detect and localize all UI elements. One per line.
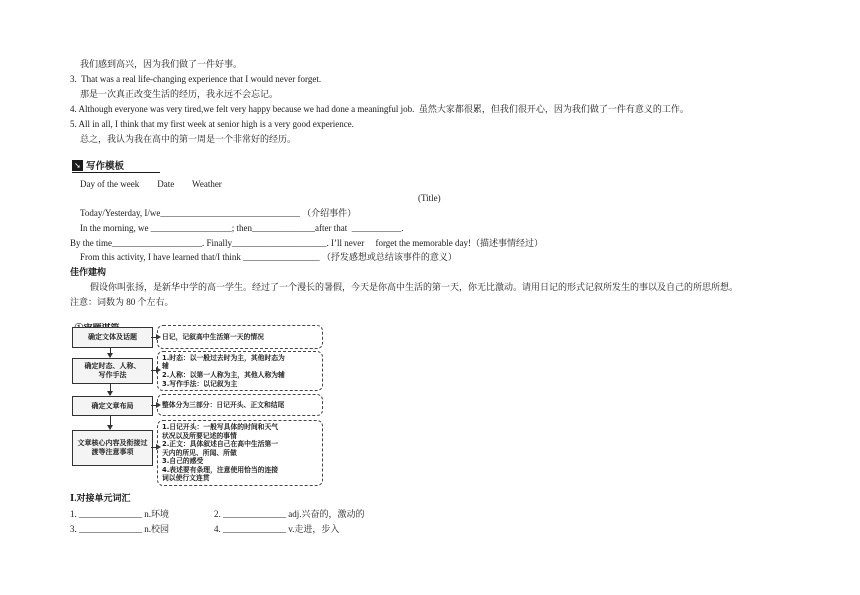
flow-box-label: 确定文体及话题	[88, 333, 137, 341]
task-note: 注意：词数为 80 个左右。	[70, 297, 174, 307]
section-heading: 佳作建构	[70, 267, 107, 277]
section-title: 写作模板	[86, 161, 125, 172]
detail-line: 2.正文：具体叙述自己在高中生活第一	[162, 440, 279, 449]
template-line: In the morning, we __________________; then______________after that ___________.	[80, 223, 404, 233]
flow-box-label: 确定文章布局	[91, 401, 134, 410]
detail-line: 2.人称：以第一人称为主，其他人称为辅	[162, 371, 285, 379]
text-line: 总之，我认为我在高中的第一周是一个非常好的经历。	[80, 134, 297, 144]
flow-arrow	[110, 384, 111, 395]
flow-box	[72, 358, 153, 384]
detail-line: 4.表述要有条理，注意使用恰当的连接	[162, 465, 279, 474]
vocab-item: 4. ______________ v.走进，步入	[214, 524, 340, 534]
detail-line: 1.时态：以一般过去时为主，其他时态为	[162, 353, 285, 362]
detail-line: 整体分为三部分：日记开头、正文和结尾	[162, 400, 285, 409]
arrow-icon: ➘	[72, 160, 83, 171]
flow-box-label: 文章核心内容及衔接过渡等注意事项	[77, 439, 148, 456]
flow-box	[72, 430, 153, 466]
header-rule	[72, 172, 160, 173]
flow-box	[72, 327, 153, 348]
detail-line: 3.写作手法：以记叙为主	[162, 379, 238, 388]
section-heading: Ⅰ.对接单元词汇	[70, 493, 131, 503]
detail-line: 辅	[162, 362, 169, 371]
detail-line: 天内的所见、所闻、所做	[162, 448, 237, 457]
text-line: 我们感到高兴，因为我们做了一件好事。	[80, 59, 243, 69]
detail-line: 1.日记开头：一般写具体的时间和天气	[162, 422, 279, 431]
template-line: By the time____________________. Finally_____________________. I’ll never forget the memorable day!（描述事情经过）	[70, 238, 544, 248]
vocab-item: 1. ______________ n.环境	[70, 509, 170, 519]
task-paragraph: 假设你叫张扬，是新华中学的高一学生。经过了一个漫长的暑假，今天是你高中生活的第一天，你无比激动。请用日记的形式记叙所发生的事以及自己的所思所想。	[90, 282, 739, 292]
detail-line: 日记，记叙高中生活第一天的情况	[162, 332, 264, 341]
vocab-item: 3. ______________ n.校园	[70, 524, 170, 534]
flow-arrow	[110, 348, 111, 357]
template-line: Today/Yesterday, I/we_______________________________ （介绍事件）	[80, 208, 357, 218]
text-line: 4. Although everyone was very tired,we felt very happy because we had done a meaningful job. 虽然大家都很累，但我们很开心，因为我们做了一件有意义的工作。	[70, 104, 689, 114]
vocab-item: 2. ______________ adj.兴奋的，激动的	[214, 509, 365, 519]
detail-line: 状况以及所要记述的事情	[162, 431, 237, 440]
text-line: 那是一次真正改变生活的经历，我永远不会忘记。	[80, 89, 279, 99]
flow-detail	[157, 420, 323, 486]
flow-box	[72, 396, 153, 416]
template-title: (Title)	[418, 193, 441, 203]
flow-detail	[157, 351, 323, 391]
detail-line: 词以使行文连贯	[162, 474, 210, 483]
template-line: Day of the week Date Weather	[80, 179, 222, 189]
flow-detail	[157, 325, 323, 349]
flow-box-label: 确定时态、人称、写作手法	[84, 362, 141, 379]
section-header	[72, 158, 124, 172]
detail-line: 3.自己的感受	[162, 457, 204, 466]
flow-detail	[157, 394, 323, 416]
text-line: 5. All in all, I think that my first week at senior high is a very good experience.	[70, 119, 354, 129]
flow-arrow	[110, 416, 111, 429]
text-line: 3. That was a real life-changing experience that I would never forget.	[70, 74, 322, 84]
template-line: From this activity, I have learned that/I think _________________ （抒发感想或总结该事件的意义）	[80, 252, 457, 262]
